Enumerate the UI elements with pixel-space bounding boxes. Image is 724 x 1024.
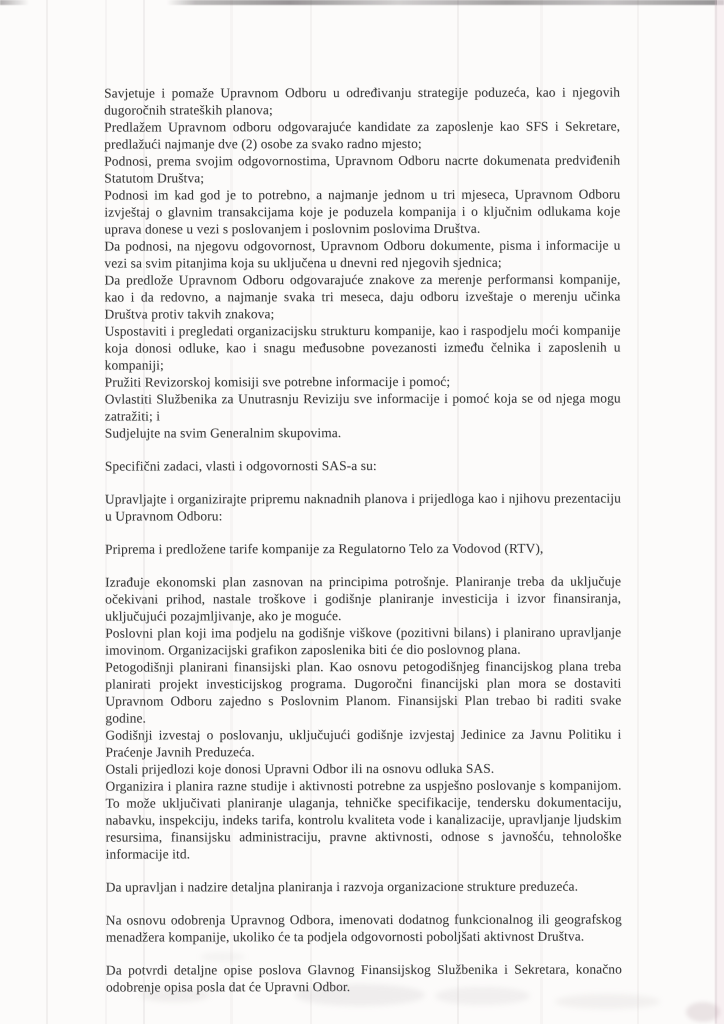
paragraph: Izrađuje ekonomski plan zasnovan na principima potrošnje. Planiranje treba da uključuje očekivani prihod, nastale troškove i godišnje planiranje investicija i izvor finansiranja, uključujući pozajmljivanje, ako je moguće. <box>105 573 622 624</box>
paragraph: Podnosi im kad god je to potrebno, a najmanje jednom u tri mjeseca, Upravnom Odboru izvještaj o glavnim transakcijama koje je poduzela kompanija i o ključnim odlukama koje uprava donese u vezi s poslovanjem i poslovnim poslovima Društva. <box>104 186 621 237</box>
paragraph: Da podnosi, na njegovu odgovornost, Upravnom Odboru dokumente, pisma i informacije u vezi sa svim pitanjima koja su uključena u dnevni red njegovih sjednica; <box>104 237 621 271</box>
scan-artifact-right-band <box>717 0 724 1024</box>
scan-artifact-top-edge <box>0 0 724 5</box>
scan-artifact-bleedthrough <box>555 994 660 1009</box>
paragraph: Godišnji izvestaj o poslovanju, uključujući godišnje izvjestaj Jedinice za Javnu Politiku i Praćenje Javnih Preduzeća. <box>105 726 622 760</box>
scan-streak <box>637 0 639 1024</box>
document-text <box>104 83 622 995</box>
paragraph: Upravljajte i organizirajte pripremu naknadnih planova i prijedloga kao i njihovu prezentaciju u Upravnom Odboru: <box>104 490 621 524</box>
paragraph: Savjetuje i pomaže Upravnom Odboru u određivanju strategije poduzeća, kao i njegovih dugoročnih strateških planova; <box>104 84 621 118</box>
paragraph: Da upravljan i nadzire detaljna planiranja i razvoja organizacione strukture preduzeća. <box>105 878 579 895</box>
paragraph: Organizira i planira razne studije i aktivnosti potrebne za uspješno poslovanje s kompanijom. To može uključivati planiranje ulaganja, tehničke specifikacije, tendersku dokumentaciju, nabavku, inspekciju, indeks tarifa, kontrolu kvaliteta vode i kanalizacije, upravljanje ljudskim resursima, finansijsku administraciju, pravne aktivnosti, odnose s javnošću, tehnološke informacije itd. <box>105 777 622 862</box>
section-heading: Specifični zadaci, vlasti i odgovornosti SAS-a su: <box>104 457 377 474</box>
paragraph: Da potvrdi detaljne opise poslova Glavnog Finansijskog Službenika i Sekretara, konačno odobrenje opisa posla dat će Upravni Odbor. <box>105 961 622 995</box>
scan-streak <box>46 0 48 1024</box>
paragraph: Petogodišnji planirani finansijski plan. Kao osnovu petogodišnjeg financijskog plana treba planirati projekt investicijskog programa. Dugoročni financijski plan mora se dostaviti Upravnom Odboru zajedno s Poslovnim Planom. Finansijski Plan trebao bi raditi svake godine. <box>105 658 622 726</box>
paragraph: Ostali prijedlozi koje donosi Upravni Odbor ili na osnovu odluka SAS. <box>105 760 495 777</box>
paragraph: Ovlastiti Službenika za Unutrasnju Reviziju sve informacije i pomoć koja se od njega mogu zatražiti; i <box>104 390 621 424</box>
paragraph: Sudjelujte na svim Generalnim skupovima. <box>104 425 342 441</box>
paragraph: Uspostaviti i pregledati organizacijsku strukturu kompanije, kao i raspodjelu moći kompanije koja donosi odluke, kao i snagu međusobne povezanosti između čelnika i zaposlenih u kompaniji; <box>104 322 621 373</box>
paragraph: Pružiti Revizorskoj komisiji sve potrebne informacije i pomoć; <box>104 373 451 390</box>
paragraph: Podnosi, prema svojim odgovornostima, Upravnom Odboru nacrte dokumenata predviđenih Statutom Društva; <box>104 152 621 186</box>
paragraph: Na osnovu odobrenja Upravnog Odbora, imenovati dodatnog funkcionalnog ili geografskog menadžera kompanije, ukoliko će ta podjela odgovornosti poboljšati aktivnost Društva. <box>105 911 622 945</box>
paragraph: Predlažem Upravnom odboru odgovarajuće kandidate za zaposlenje kao SFS i Sekretare, predlažući najmanje dve (2) osobe za svako radno mjesto; <box>104 118 621 152</box>
paragraph: Priprema i predložene tarife kompanije za Regulatorno Telo za Vodovod (RTV), <box>105 540 544 557</box>
paragraph: Poslovni plan koji ima podjelu na godišnje viškove (pozitivni bilans) i planirano upravljanje imovinom. Organizacijski grafikon zaposlenika biti će dio poslovnog plana. <box>105 624 622 658</box>
paragraph: Da predlože Upravnom Odboru odgovarajuće znakove za merenje performansi kompanije, kao i da redovno, a najmanje svaka tri meseca, daju odboru izveštaje o merenju učinka Društva protiv takvih znakova; <box>104 271 621 322</box>
